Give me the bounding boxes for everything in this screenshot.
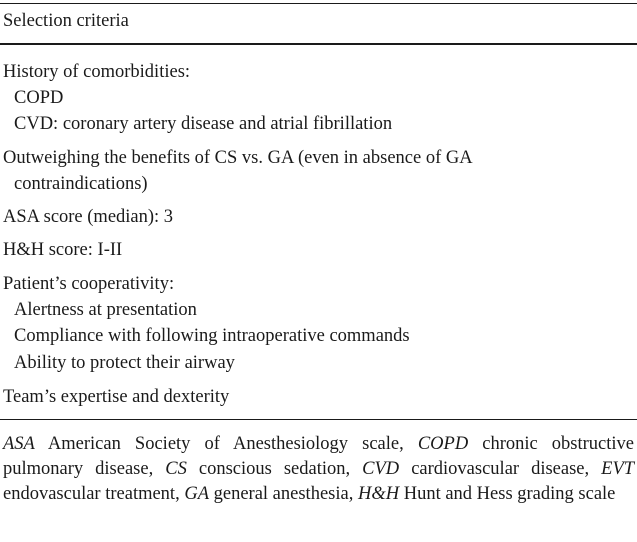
row-comorbidities: History of comorbidities: (3, 62, 191, 82)
footnote-abbr-hh: H&H (357, 484, 400, 504)
row-benefits-continuation: contraindications) (14, 174, 148, 194)
row-benefits: Outweighing the benefits of CS vs. GA (even in absence of GA (3, 148, 473, 168)
row-hh-score: H&H score: I-II (3, 240, 123, 260)
row-asa-score: ASA score (median): 3 (3, 207, 174, 227)
table-header-rule (0, 43, 637, 45)
footnote-def-cs: conscious sedation, (198, 459, 351, 479)
table-bottom-rule (0, 419, 637, 420)
footnote-def-asa: American Society of Anesthesiology scale, (47, 434, 404, 454)
footnote-abbr-cs: CS (165, 459, 187, 479)
footnote-def-cvd: cardiovascular disease, (411, 459, 590, 479)
row-cooperativity: Patient’s cooperativity: (3, 274, 175, 294)
table-top-rule (0, 3, 637, 4)
footnote-abbr-ga: GA (184, 484, 209, 504)
row-cooperativity-compliance: Compliance with following intraoperative commands (14, 326, 410, 346)
footnote-abbr-evt: EVT (601, 459, 635, 479)
row-team-expertise: Team’s expertise and dexterity (3, 387, 230, 407)
row-comorbidities-cvd: CVD: coronary artery disease and atrial fibrillation (14, 114, 393, 134)
row-cooperativity-alertness: Alertness at presentation (14, 300, 197, 320)
table-header: Selection criteria (3, 11, 129, 31)
footnote-abbr-copd: COPD (417, 434, 469, 454)
footnote-def-ga: general anesthesia, (213, 484, 354, 504)
footnote-abbr-cvd: CVD (362, 459, 400, 479)
row-comorbidities-copd: COPD (14, 88, 64, 108)
footnote-def-copd: chronic obstructive pulmonary disease, (3, 434, 635, 479)
row-cooperativity-airway: Ability to protect their airway (14, 353, 235, 373)
footnote-def-hh: Hunt and Hess grading scale (403, 484, 616, 504)
footnote-def-evt: endovascular treatment, (3, 484, 180, 504)
table-footnote (3, 432, 634, 507)
footnote-abbr-asa: ASA (3, 434, 35, 454)
